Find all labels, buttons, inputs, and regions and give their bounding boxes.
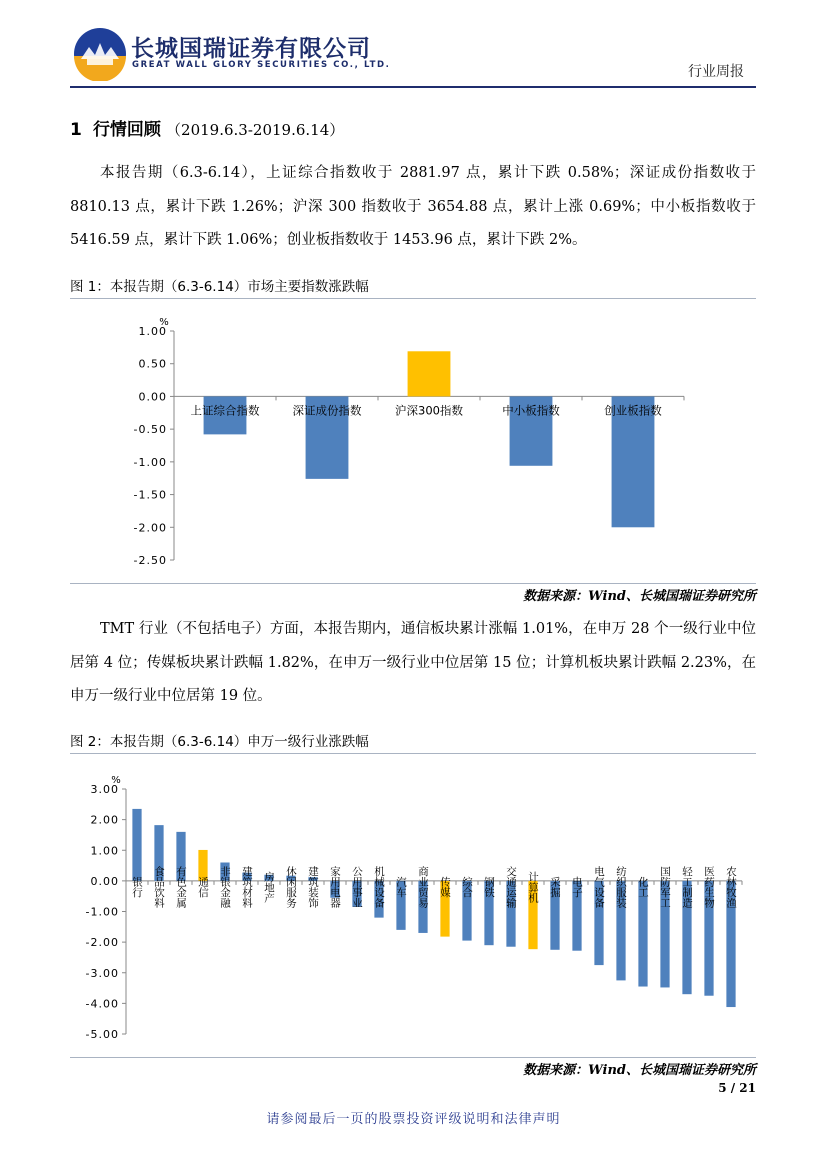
x-tick-label: 国防军工: [659, 865, 671, 908]
x-tick-label: 交通运输: [505, 865, 517, 908]
x-tick-label: 银行: [131, 876, 143, 898]
y-tick-label: -2.50: [133, 554, 167, 567]
figure-1-chart: [70, 305, 756, 580]
section-title: [70, 115, 344, 140]
y-tick-label: -1.50: [133, 488, 167, 502]
figure-1-source: 数据来源：Wind、长城国瑞证券研究所: [523, 589, 756, 604]
x-tick-label: 建筑材料: [241, 865, 253, 908]
x-tick-label: 轻工制造: [681, 865, 693, 908]
x-tick-label: 计算机: [527, 871, 539, 903]
body-paragraph-1: [70, 157, 756, 258]
x-tick-label: 综合: [461, 876, 473, 898]
x-tick-label: 电子: [571, 876, 583, 898]
x-tick-label: 电气设备: [593, 865, 605, 908]
bar: [408, 351, 451, 396]
y-axis-unit-label: %: [159, 317, 169, 328]
y-tick-label: -2.00: [133, 521, 167, 535]
x-tick-label: 房地产: [263, 871, 275, 903]
y-tick-label: 3.00: [90, 783, 119, 796]
company-name-en: GREAT WALL GLORY SECURITIES CO., LTD.: [132, 60, 391, 70]
y-tick-label: -0.50: [133, 423, 167, 437]
y-tick-label: 1.00: [138, 325, 167, 338]
x-tick-label: 纺织服装: [615, 865, 627, 908]
y-tick-label: 2.00: [90, 813, 119, 827]
figure-1-bottom-rule: [70, 583, 756, 584]
y-tick-label: -1.00: [85, 905, 119, 919]
x-tick-label: 休闲服务: [285, 865, 297, 908]
x-tick-label: 上证综合指数: [190, 403, 260, 418]
section-heading: 行情回顾: [92, 120, 161, 140]
company-logo: [73, 27, 127, 81]
x-tick-label: 中小板指数: [502, 403, 560, 418]
company-name-cn: 长城国瑞证券有限公司: [131, 36, 371, 62]
x-tick-label: 通信: [197, 876, 209, 898]
x-tick-label: 传媒: [439, 876, 451, 898]
x-tick-label: 沪深300指数: [395, 403, 463, 418]
figure-1-title: 图 1：本报告期（6.3-6.14）市场主要指数涨跌幅: [70, 279, 369, 295]
bar: [132, 809, 141, 881]
x-tick-label: 家用电器: [329, 865, 341, 908]
body-paragraph-2: [70, 613, 756, 714]
figure-2-bottom-rule: [70, 1057, 756, 1058]
x-tick-label: 农林牧渔: [725, 865, 737, 908]
header-rule: [70, 86, 756, 88]
x-tick-label: 创业板指数: [604, 403, 662, 418]
x-tick-label: 钢铁: [483, 876, 495, 898]
x-tick-label: 化工: [637, 876, 649, 898]
x-tick-label: 医药生物: [703, 865, 715, 908]
x-tick-label: 采掘: [549, 876, 561, 898]
x-tick-label: 食品饮料: [153, 865, 165, 908]
x-tick-label: 非银金融: [219, 865, 231, 908]
figure-2-chart: [70, 760, 756, 1055]
y-tick-label: -2.00: [85, 936, 119, 950]
x-tick-label: 商业贸易: [417, 865, 429, 908]
figure-1-top-rule: [70, 298, 756, 299]
figure-2-source: 数据来源：Wind、长城国瑞证券研究所: [523, 1063, 756, 1078]
page-number: 5 / 21: [718, 1081, 756, 1095]
paragraph-text: TMT 行业（不包括电子）方面，本报告期内，通信板块累计涨幅 1.01%，在申万 28 个一级行业中位居第 4 位；传媒板块累计跌幅 1.82%，在申万一级行业中位居第 15 位；计算机板块累计跌幅 2.23%，在申万一级行业中位居第 19 位。: [70, 621, 756, 704]
section-date-range: （2019.6.3-2019.6.14）: [166, 121, 345, 139]
x-tick-label: 建筑装饰: [307, 865, 319, 908]
figure-2-top-rule: [70, 753, 756, 754]
paragraph-text: 本报告期（6.3-6.14），上证综合指数收于 2881.97 点，累计下跌 0.58%；深证成份指数收于 8810.13 点，累计下跌 1.26%；沪深 300 指数收于 3654.88 点，累计上涨 0.69%；中小板指数收于 5416.59 点，累计下跌 1.06%；创业板指数收于 1453.96 点，累计下跌 2%。: [70, 165, 756, 248]
logo-emblem-icon: [73, 27, 127, 81]
y-tick-label: 1.00: [90, 844, 119, 858]
report-type: 行业周报: [688, 64, 744, 80]
y-tick-label: 0.00: [90, 874, 119, 888]
y-tick-label: -1.00: [133, 455, 167, 469]
x-tick-label: 有色金属: [175, 865, 187, 908]
footer-disclaimer: 请参阅最后一页的股票投资评级说明和法律声明: [266, 1112, 561, 1127]
y-tick-label: -3.00: [85, 966, 119, 980]
x-tick-label: 深证成份指数: [292, 403, 362, 418]
y-axis-unit-label: %: [111, 775, 121, 786]
y-tick-label: 0.00: [138, 390, 167, 404]
x-tick-label: 汽车: [395, 876, 407, 898]
y-tick-label: -4.00: [85, 997, 119, 1011]
y-tick-label: -5.00: [85, 1028, 119, 1041]
x-tick-label: 机械设备: [373, 865, 385, 908]
x-tick-label: 公用事业: [351, 865, 363, 908]
section-number: 1: [70, 120, 82, 140]
y-tick-label: 0.50: [138, 357, 167, 371]
figure-2-title: 图 2：本报告期（6.3-6.14）申万一级行业涨跌幅: [70, 734, 369, 750]
